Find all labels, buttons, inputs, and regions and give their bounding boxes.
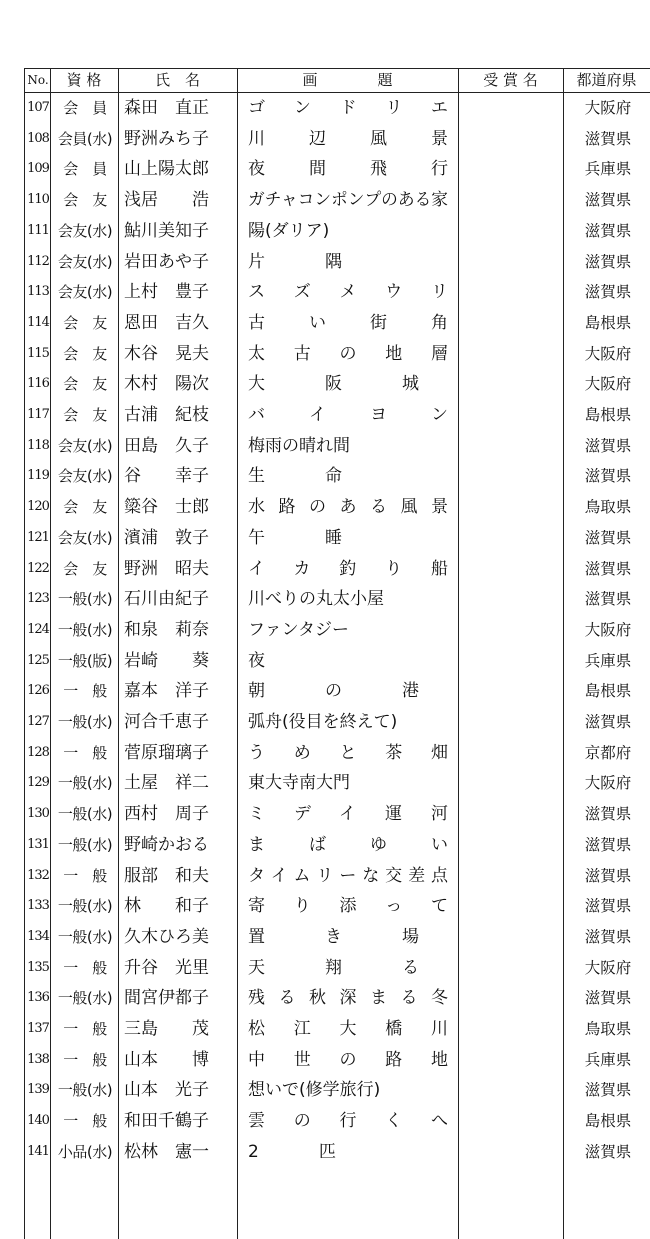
table-row [0, 369, 650, 400]
table-row [0, 738, 650, 769]
row-number: 122 [27, 560, 49, 576]
row-title: 夜間飛行 [248, 159, 492, 180]
row-title: 陽(ダリア) [248, 220, 330, 241]
row-name: 上村 豊子 [124, 282, 209, 303]
row-name: 山本 博 [124, 1049, 209, 1070]
row-number: 125 [27, 652, 49, 668]
table-row [0, 1075, 650, 1106]
row-title: 雲の行くへ [248, 1111, 477, 1132]
row-number: 112 [27, 253, 49, 269]
row-name: 久木ひろ美 [124, 926, 209, 947]
row-qualification: 一般(水) [57, 774, 113, 793]
table-row [0, 768, 650, 799]
row-name: 河合千恵子 [124, 712, 209, 732]
row-title: 梅雨の晴れ間 [248, 435, 350, 456]
row-title: ガチャコンポンプのある家 [248, 190, 448, 211]
row-number: 123 [27, 591, 49, 607]
row-qualification: 会友(水) [57, 436, 113, 455]
row-prefecture: 滋賀県 [584, 713, 632, 731]
table-row [0, 93, 650, 124]
row-name: 田島 久子 [124, 435, 209, 456]
row-number: 114 [27, 314, 49, 330]
table-row [0, 891, 650, 922]
row-qualification: 一般(水) [57, 989, 113, 1008]
row-number: 128 [27, 744, 49, 760]
row-qualification: 会 友 [63, 498, 107, 517]
row-number: 124 [27, 621, 49, 637]
row-title: 残る秋深まる冬 [248, 988, 462, 1009]
row-qualification: 一般(水) [57, 620, 113, 639]
row-title: 水路のある風景 [248, 497, 462, 518]
row-qualification: 会 友 [63, 191, 107, 210]
row-qualification: 一般(水) [57, 713, 113, 731]
row-qualification: 会友(水) [57, 252, 113, 271]
row-prefecture: 滋賀県 [584, 467, 632, 486]
row-qualification: 会友(水) [57, 283, 113, 302]
row-prefecture: 滋賀県 [584, 897, 632, 916]
row-prefecture: 大阪府 [584, 344, 632, 363]
row-name: 木村 陽次 [124, 374, 209, 395]
row-name: 松林 憲一 [124, 1141, 209, 1162]
table-row [0, 922, 650, 953]
header-award: 受 賞 名 [483, 71, 538, 89]
table-row [0, 523, 650, 554]
row-prefecture: 滋賀県 [584, 835, 632, 854]
row-qualification: 一般(版) [57, 651, 113, 670]
row-name: 浅居 浩 [124, 190, 209, 211]
row-number: 140 [27, 1113, 49, 1129]
row-number: 109 [27, 161, 49, 177]
table-row [0, 154, 650, 185]
row-number: 141 [27, 1143, 49, 1159]
table-row [0, 646, 650, 677]
row-prefecture: 滋賀県 [584, 129, 632, 148]
table-row [0, 216, 650, 247]
row-prefecture: 滋賀県 [584, 1142, 632, 1161]
row-name: 嘉本 洋子 [124, 681, 209, 702]
table-row [0, 492, 650, 523]
row-qualification: 会員(水) [57, 129, 113, 148]
row-number: 108 [27, 130, 49, 146]
row-title: 置き場 [248, 926, 479, 947]
row-qualification: 会 員 [63, 99, 107, 117]
row-qualification: 一 般 [63, 1112, 107, 1131]
row-qualification: 会友(水) [57, 467, 113, 486]
row-name: 山本 光子 [124, 1080, 209, 1101]
row-title: 2匹 [248, 1141, 396, 1162]
row-qualification: 一般(水) [57, 835, 113, 854]
row-qualification: 一般(水) [57, 1081, 113, 1100]
row-name: 岩田あや子 [124, 251, 209, 272]
row-qualification: 一般(水) [57, 897, 113, 916]
header-no: No. [27, 73, 49, 87]
row-prefecture: 大阪府 [584, 620, 632, 639]
row-name: 岩崎 葵 [124, 650, 209, 671]
row-number: 133 [27, 898, 49, 914]
row-title: 川べりの丸太小屋 [248, 589, 384, 610]
row-number: 115 [27, 345, 49, 361]
row-name: 鮎川美知子 [124, 220, 209, 241]
row-title: まばゆい [248, 834, 492, 855]
row-number: 136 [27, 990, 49, 1006]
row-prefecture: 鳥取県 [584, 498, 632, 517]
table-row [0, 799, 650, 830]
table-row [0, 400, 650, 431]
row-prefecture: 滋賀県 [584, 805, 632, 824]
row-title: ミデイ運河 [248, 804, 478, 825]
header-name: 氏 名 [154, 71, 200, 89]
row-prefecture: 大阪府 [584, 99, 632, 117]
table-row [0, 953, 650, 984]
row-number: 130 [27, 806, 49, 822]
table-row [0, 1106, 650, 1137]
row-qualification: 会 友 [63, 344, 107, 363]
row-prefecture: 滋賀県 [584, 559, 632, 578]
row-prefecture: 島根県 [584, 682, 632, 701]
row-number: 131 [27, 836, 49, 852]
table-row [0, 676, 650, 707]
row-qualification: 一 般 [63, 743, 107, 762]
row-number: 117 [27, 407, 49, 422]
row-qualification: 一 般 [63, 866, 107, 885]
table-row [0, 584, 650, 615]
header-title: 画 題 [302, 71, 393, 89]
row-prefecture: 滋賀県 [584, 590, 632, 609]
row-title: 朝の港 [248, 681, 479, 702]
row-prefecture: 大阪府 [584, 958, 632, 977]
row-title: 想いで(修学旅行) [248, 1080, 381, 1101]
row-title: スズメウリ [248, 282, 477, 303]
row-number: 121 [27, 529, 49, 545]
row-number: 126 [27, 683, 49, 699]
row-name: 和田千鶴子 [124, 1111, 209, 1132]
row-name: 森田 直正 [124, 98, 209, 118]
header-qualification: 資 格 [66, 71, 102, 89]
row-number: 127 [27, 714, 49, 729]
table-row [0, 707, 650, 738]
row-name: 土屋 祥二 [124, 773, 209, 794]
row-title: バイヨン [248, 405, 492, 425]
row-title: ゴンドリエ [248, 98, 477, 118]
row-qualification: 一般(水) [57, 927, 113, 946]
row-name: 石川由紀子 [124, 589, 209, 610]
table-row [0, 277, 650, 308]
table-row [0, 308, 650, 339]
row-name: 木谷 晃夫 [124, 343, 209, 364]
table-row [0, 247, 650, 278]
row-number: 129 [27, 775, 49, 791]
table-row [0, 554, 650, 585]
row-qualification: 一般(水) [57, 590, 113, 609]
row-qualification: 会友(水) [57, 528, 113, 547]
row-title: 松江大橋川 [248, 1019, 477, 1039]
row-name: 野洲みち子 [124, 128, 209, 149]
row-prefecture: 滋賀県 [584, 221, 632, 240]
row-qualification: 会 友 [63, 406, 107, 424]
row-title: 寄り添って [248, 896, 477, 917]
row-title: 太古の地層 [248, 343, 477, 364]
row-number: 111 [27, 222, 49, 238]
row-prefecture: 京都府 [584, 743, 632, 762]
row-prefecture: 滋賀県 [584, 191, 632, 210]
row-number: 119 [27, 468, 49, 484]
row-qualification: 一 般 [63, 1050, 107, 1069]
row-number: 116 [27, 376, 49, 392]
row-title: タイムリーな交差点 [248, 865, 454, 886]
row-number: 132 [27, 867, 49, 883]
row-number: 118 [27, 437, 49, 453]
row-prefecture: 滋賀県 [584, 866, 632, 885]
row-name: 谷 幸子 [124, 466, 209, 487]
row-prefecture: 大阪府 [584, 774, 632, 793]
row-number: 120 [27, 499, 49, 515]
table-row [0, 185, 650, 216]
row-prefecture: 滋賀県 [584, 927, 632, 946]
table-row [0, 431, 650, 462]
row-prefecture: 滋賀県 [584, 252, 632, 271]
table-row [0, 1045, 650, 1076]
table-row [0, 1014, 650, 1045]
row-name: 三島 茂 [124, 1019, 209, 1039]
row-number: 137 [27, 1021, 49, 1036]
row-qualification: 一 般 [63, 958, 107, 977]
row-prefecture: 大阪府 [584, 375, 632, 394]
row-prefecture: 島根県 [584, 406, 632, 424]
row-prefecture: 滋賀県 [584, 989, 632, 1008]
row-prefecture: 島根県 [584, 313, 632, 332]
row-prefecture: 滋賀県 [584, 528, 632, 547]
row-prefecture: 兵庫県 [584, 1050, 632, 1069]
row-title: 大阪城 [248, 374, 479, 395]
row-title: 片隅 [248, 251, 402, 272]
row-qualification: 会 友 [63, 559, 107, 578]
row-name: 古浦 紀枝 [124, 405, 209, 425]
row-prefecture: 兵庫県 [584, 651, 632, 670]
row-number: 139 [27, 1082, 49, 1098]
row-name: 山上陽太郎 [124, 159, 209, 180]
row-title: 弧舟(役目を終えて) [248, 712, 398, 732]
row-title: うめと茶畑 [248, 742, 477, 763]
table-row [0, 615, 650, 646]
row-name: 和泉 莉奈 [124, 619, 209, 640]
row-number: 107 [27, 100, 49, 115]
table-row [0, 1137, 650, 1168]
row-qualification: 会友(水) [57, 221, 113, 240]
row-number: 113 [27, 284, 49, 300]
row-qualification: 小品(水) [57, 1142, 113, 1161]
table-row [0, 124, 650, 155]
table-row [0, 339, 650, 370]
row-name: 菅原瑠璃子 [124, 742, 209, 763]
row-number: 135 [27, 959, 49, 975]
row-name: 野崎かおる [124, 834, 209, 855]
row-name: 服部 和夫 [124, 865, 209, 886]
row-title: 川辺風景 [248, 128, 492, 149]
row-qualification: 会 友 [63, 313, 107, 332]
table-row [0, 830, 650, 861]
row-prefecture: 鳥取県 [584, 1020, 632, 1038]
row-title: 中世の路地 [248, 1049, 477, 1070]
row-title: ファンタジー [248, 619, 349, 640]
row-title: 古い街角 [248, 312, 492, 333]
row-title: イカ釣り船 [248, 558, 477, 579]
row-number: 134 [27, 928, 49, 944]
row-name: 間宮伊都子 [124, 988, 209, 1009]
row-name: 西村 周子 [124, 804, 209, 825]
row-title: 東大寺南大門 [248, 773, 350, 794]
row-name: 林 和子 [124, 896, 209, 917]
row-qualification: 一 般 [63, 682, 107, 701]
header-prefecture: 都道府県 [576, 71, 637, 89]
table-row [0, 861, 650, 892]
row-name: 濱浦 敦子 [124, 527, 209, 548]
row-qualification: 一般(水) [57, 805, 113, 824]
row-prefecture: 滋賀県 [584, 1081, 632, 1100]
row-name: 恩田 吉久 [124, 312, 209, 333]
row-name: 升谷 光里 [124, 957, 209, 978]
row-name: 野洲 昭夫 [124, 558, 209, 579]
row-prefecture: 滋賀県 [584, 436, 632, 455]
row-qualification: 会 員 [63, 160, 107, 179]
row-prefecture: 滋賀県 [584, 283, 632, 302]
row-number: 110 [27, 192, 49, 208]
table-row [0, 461, 650, 492]
row-name: 簗谷 士郎 [124, 497, 209, 518]
row-title: 午睡 [248, 527, 402, 548]
row-title: 生命 [248, 466, 402, 487]
row-title: 天翔る [248, 957, 479, 978]
row-qualification: 一 般 [63, 1020, 107, 1038]
table-row [0, 983, 650, 1014]
row-prefecture: 島根県 [584, 1112, 632, 1131]
row-qualification: 会 友 [63, 375, 107, 394]
row-number: 138 [27, 1051, 49, 1067]
row-title: 夜 [248, 650, 265, 671]
row-prefecture: 兵庫県 [584, 160, 632, 179]
